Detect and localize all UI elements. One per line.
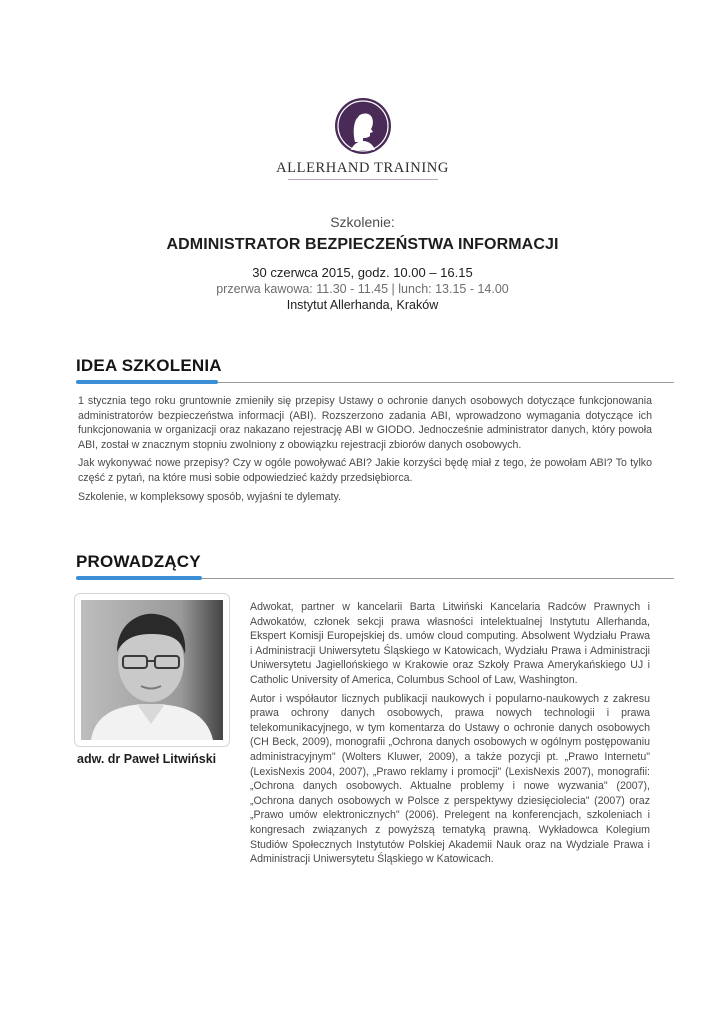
trainer-name: adw. dr Paweł Litwiński bbox=[77, 752, 217, 766]
brand-name: ALLERHAND TRAINING bbox=[276, 160, 449, 176]
event-title: ADMINISTRATOR BEZPIECZEŃSTWA INFORMACJI bbox=[166, 236, 559, 253]
event-header bbox=[0, 214, 725, 312]
bio-paragraph: Adwokat, partner w kancelarii Barta Litwiński Kancelaria Radców Prawnych i Adwokatów, członek sekcji prawa własności intelektualnej Instytutu Allerhanda, Ekspert Komisji Europejskiej ds. umów cloud computing. Absolwent Wydziału Prawa i Administracji Uniwersytetu Śląskiego w Katowicach, Wydziału Prawa i Administracji Uniwersytetu Jagiellońskiego w Krakowie oraz Szkoły Prawa Amerykańskiego UJ i Catholic University of America, Columbus School of Law, Washington. bbox=[250, 601, 650, 686]
logo-divider bbox=[288, 179, 438, 180]
event-date: 30 czerwca 2015, godz. 10.00 – 16.15 bbox=[252, 265, 473, 280]
section-idea-heading bbox=[76, 356, 674, 384]
idea-paragraph: Jak wykonywać nowe przepisy? Czy w ogóle powoływać ABI? Jakie korzyści będę miał z tego, że powołam ABI? To tylko część z pytań, na które musi sobie odpowiedzieć każdy przedsiębiorca. bbox=[78, 457, 652, 484]
trainer-photo bbox=[74, 593, 230, 747]
bio-paragraph: Autor i współautor licznych publikacji naukowych i popularno-naukowych z zakresu prawa ochrony danych osobowych, prawa nowych technologii i prawa telekomunikacyjnego, w tym komentarza do Ustawy o ochronie danych osobowych (CH Beck, 2009), monografii „Ochrona danych osobowych w ogólnym postępowaniu administracyjnym" (Wolters Kluwer, 2009), a także pozycji pt. „Prawo Internetu" (LexisNexis 2004, 2007), „Prawo reklamy i promocji" (LexisNexis 2007), monografii: „Ochrona danych osobowych. Aktualne problemy i nowe wyzwania" (2007), „Ochrona danych osobowych w Polsce z perspektywy dziesięciolecia" (2007) oraz „Prawo umów elektronicznych" (2006). Prelegent na konferencjach, szkoleniach i kongresach związanych z powyższą tematyką prawną. Wykładowca Kolegium Studiów Społecznych Instytutów Polskiej Akademii Nauk oraz na Wydziale Prawa i Administracji Uniwersytetu Śląskiego w Katowicach. bbox=[250, 692, 650, 866]
idea-paragraph: Szkolenie, w kompleksowy sposób, wyjaśni te dylematy. bbox=[78, 490, 341, 503]
trainer-bio bbox=[250, 600, 650, 871]
event-breaks: przerwa kawowa: 11.30 - 11.45 | lunch: 13.15 - 14.00 bbox=[216, 282, 509, 296]
logo bbox=[0, 98, 725, 180]
section-divider bbox=[76, 576, 674, 580]
idea-paragraph: 1 stycznia tego roku gruntownie zmieniły się przepisy Ustawy o ochronie danych osobowych dotyczące funkcjonowania administratorów bezpieczeństwa informacji (ABI). Rozszerzono zadania ABI, wprowadzono wymagania dotyczące ich funkcjonowania w organizacji oraz nakazano rejestrację ABI w GIODO. Jednocześnie administrator danych, który powoła ABI, został w znacznym stopniu zwolniony z obowiązku rejestracji zbiorów danych osobowych. bbox=[78, 395, 652, 451]
portrait-logo-icon bbox=[335, 98, 391, 154]
event-place: Instytut Allerhanda, Kraków bbox=[286, 298, 439, 312]
trainer-heading: PROWADZĄCY bbox=[76, 552, 201, 571]
section-trainer-heading bbox=[76, 552, 674, 580]
idea-heading: IDEA SZKOLENIA bbox=[76, 356, 222, 375]
event-label: Szkolenie: bbox=[330, 214, 395, 230]
idea-body bbox=[78, 394, 652, 508]
section-divider bbox=[76, 380, 674, 384]
portrait-icon bbox=[81, 600, 223, 740]
